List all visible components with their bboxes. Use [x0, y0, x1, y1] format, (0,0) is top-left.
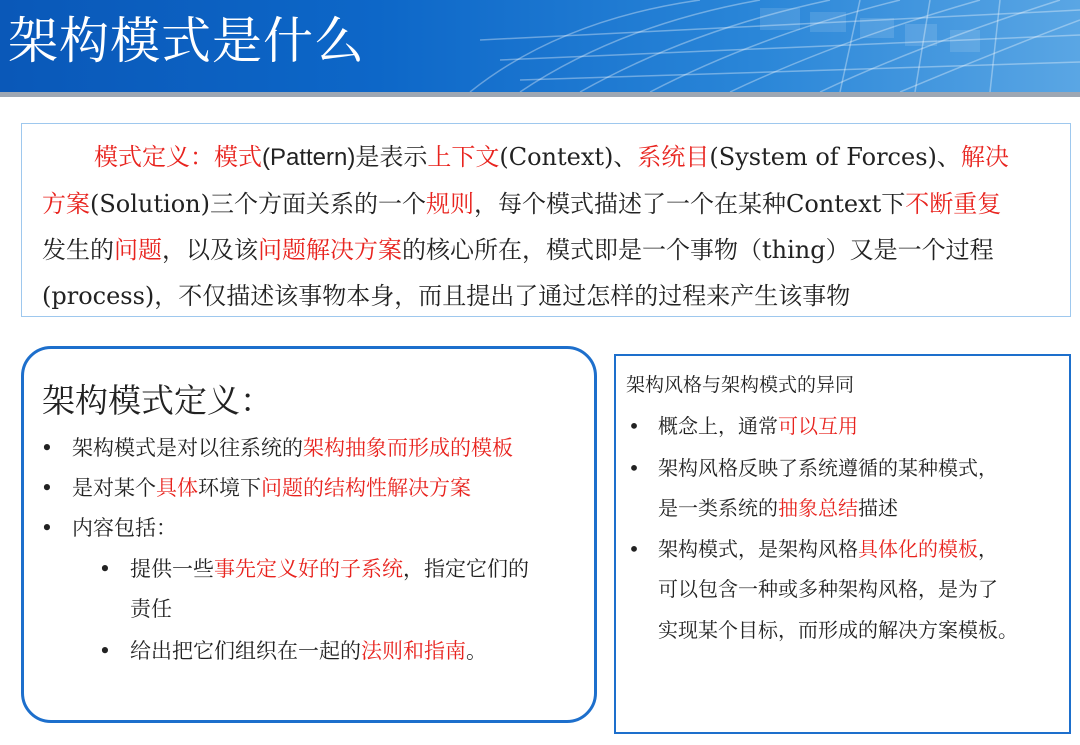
bullet-dot: • [628, 456, 640, 480]
definition-text [42, 134, 1052, 319]
panel-heading: 架构风格与架构模式的异同 [626, 374, 855, 396]
text-segment: ，每个模式描述了一个在某种Context下 [473, 190, 906, 218]
text-segment: 架构模式，是架构风格 [658, 537, 858, 561]
page-title: 架构模式是什么 [8, 12, 365, 70]
highlighted-text: 抽象总结 [778, 496, 858, 520]
bullet-text [658, 411, 858, 441]
highlighted-text: 规则 [425, 190, 474, 218]
bullet-dot: • [98, 639, 112, 663]
bullet-text [72, 473, 471, 503]
highlighted-text: 事先定义好的子系统 [214, 557, 403, 581]
bullet-dot: • [40, 476, 54, 500]
highlighted-text: 问题的结构性解决方案 [261, 476, 471, 500]
bullet-text [130, 636, 487, 666]
bullet-dot: • [628, 414, 640, 438]
text-segment: (Pattern) [262, 144, 356, 171]
definition-line [42, 227, 1052, 273]
bullet-dot: • [40, 516, 54, 540]
text-segment: ，指定它们的 [403, 557, 529, 581]
architecture-pattern-definition-panel [21, 346, 597, 723]
text-segment: 描述 [858, 496, 898, 520]
highlighted-text: 上下文 [427, 143, 500, 171]
text-segment: 发生的 [42, 236, 114, 264]
bullet-text [658, 574, 998, 604]
highlighted-text: 方案 [42, 190, 90, 218]
text-segment: (Solution)三个方面关系的一个 [90, 190, 426, 218]
bullet-dot: • [628, 537, 640, 561]
highlighted-text: 问题 [114, 236, 162, 264]
highlighted-text: 不断重复 [905, 190, 1002, 218]
header-banner [0, 0, 1080, 92]
bullet-text [658, 534, 998, 564]
text-segment: ，以及该 [162, 236, 258, 264]
text-segment: 可以包含一种或多种架构风格，是为了 [658, 577, 998, 601]
text-segment: (System of Forces)、 [709, 143, 961, 171]
bullet-text [658, 493, 898, 523]
header-divider [0, 92, 1080, 97]
highlighted-text: 具体化的模板 [858, 537, 978, 561]
text-segment: 环境下 [198, 476, 261, 500]
highlighted-text: 法则和指南 [361, 639, 466, 663]
text-segment: 架构风格反映了系统遵循的某种模式， [658, 456, 998, 480]
text-segment: 给出把它们组织在一起的 [130, 639, 361, 663]
highlighted-text: 可以互用 [778, 414, 858, 438]
bullet-dot: • [40, 436, 54, 460]
text-segment: 的核心所在，模式即是一个事物（thing）又是一个过程 [402, 236, 994, 264]
highlighted-text: 模式定义：模式 [94, 143, 262, 171]
highlighted-text: 问题解决方案 [258, 236, 402, 264]
text-segment: 架构模式是对以往系统的 [72, 436, 303, 460]
text-segment: ， [978, 537, 998, 561]
bullet-text [72, 513, 177, 543]
text-segment: 是一类系统的 [658, 496, 778, 520]
bullet-text [658, 615, 1018, 645]
text-segment: (Context)、 [499, 143, 638, 171]
bullet-text [72, 433, 513, 463]
text-segment: 。 [466, 639, 487, 663]
style-vs-pattern-panel [614, 354, 1071, 734]
highlighted-text: 具体 [156, 476, 198, 500]
definition-line [42, 134, 1052, 181]
highlighted-text: 架构抽象而形成的模板 [303, 436, 513, 460]
text-segment: 实现某个目标，而形成的解决方案模板。 [658, 618, 1018, 642]
text-segment: (process)，不仅描述该事物本身，而且提出了通过怎样的过程来产生该事物 [42, 282, 851, 310]
text-segment: 内容包括： [72, 516, 177, 540]
bullet-text [658, 453, 998, 483]
definition-box [21, 123, 1071, 317]
highlighted-text: 系统目 [637, 143, 710, 171]
text-segment: 提供一些 [130, 557, 214, 581]
text-segment: 概念上，通常 [658, 414, 778, 438]
bullet-dot: • [98, 557, 112, 581]
bullet-text [130, 554, 529, 584]
bullet-text [130, 594, 172, 624]
definition-line [42, 273, 1052, 319]
text-segment: 责任 [130, 597, 172, 621]
definition-line [42, 181, 1052, 227]
text-segment: 是表示 [355, 143, 428, 171]
panel-heading: 架构模式定义： [42, 381, 273, 420]
text-segment: 是对某个 [72, 476, 156, 500]
highlighted-text: 解决 [960, 143, 1009, 171]
